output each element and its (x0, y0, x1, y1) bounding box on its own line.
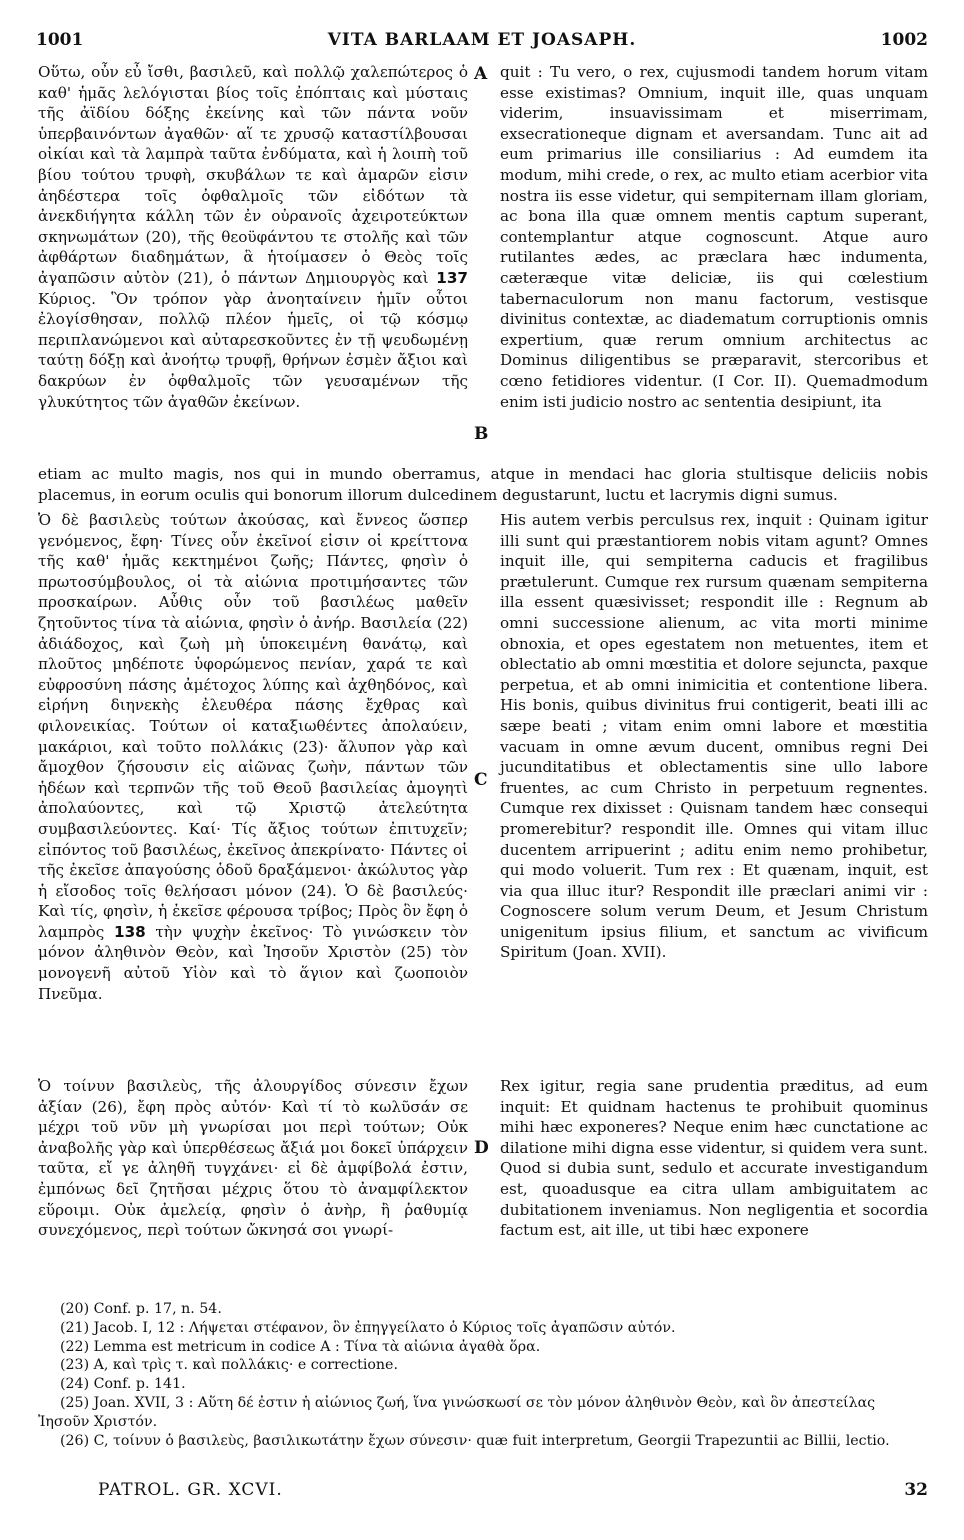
page-footer (98, 1480, 928, 1506)
column-marker-a: A (474, 64, 488, 84)
footnote: (21) Jacob. I, 12 : Λήψεται στέφανον, ὃν ἐπηγγείλατο ὁ Κύριος τοῖς ἀγαπῶσιν αὐτόν. (60, 1319, 676, 1336)
latin-column-section-2 (500, 510, 928, 963)
old-page-number: 137 (436, 268, 468, 287)
greek-text: τὴν ψυχὴν ἐκεῖνος· Τὸ γινώσκειν τὸν μόνον ἀληθινὸν Θεὸν, καὶ Ἰησοῦν Χριστὸν (25) τὸν μονογενῆ αὐτοῦ Υἱὸν καὶ τὸ ἅγιον καὶ ζωοποιὸν Πνεῦμα. (38, 922, 469, 1003)
latin-column-section-1 (500, 62, 928, 412)
full-width-latin-line: etiam ac multo magis, nos qui in mundo oberramus, atque in mendaci hac gloria stultisque deliciis nobis placemus, in eorum oculis qui bonorum illorum dulcedinem degustarunt, luctu et lacrymis digni sumus. (38, 465, 928, 504)
footnote: (26) C, τοίνυν ὁ βασιλεὺς, βασιλικωτάτην ἔχων σύνεσιν· quæ fuit interpretum, Georgii Trapezuntii ac Billii, lectio. (60, 1432, 890, 1449)
column-marker-b: B (474, 424, 489, 444)
latin-paragraph: His autem verbis perculsus rex, inquit : Quinam igitur illi sunt qui præstantiorem nobis vitam agunt? Omnes inquit ille, qui sempiterna caducis et fragilibus prætulerunt. Cumque rex rursum quænam sempiterna illa essent quæsivisset; respondit ille : Regnum ab omni successione alienum, ac vita morti minime obnoxia, et opes egestatem non metuentes, item et oblectatio ab omni mœstitia et dolore sejuncta, paxque perpetua, et ab omni inimicitia et contentione libera. His bonis, quibus divinitus frui contigerit, beati illi ac sæpe beati ; vitam enim omni labore et mœstitia vacuam in omne ævum ducent, omnibus regni Dei jucunditatibus et oblectamentis sine ullo labore fruentes, ac cum Christo in perpetuum regnentes. Cumque rex dixisset : Quisnam tandem hæc consequi promerebitur? respondit ille. Omnes qui vitam illuc ducentem arripuerint ; aditu enim nemo prohibetur, qui modo voluerit. Tum rex : Et quænam, inquit, est via qua illuc itur? Respondit ille præclari animi vir : Cognoscere solum verum Deum, et Jesum Christum unigenitum ipsius filium, et sanctum ac vivificum Spiritum (Joan. XVII). (500, 511, 928, 962)
latin-column-section-3 (500, 1076, 928, 1241)
gathering-number: 32 (904, 1480, 928, 1500)
latin-paragraph: quit : Tu vero, o rex, cujusmodi tandem horum vitam esse existimas? Omnium, inquit ille, quas unquam viderim, insuavissimam et miserrimam, exsecrationeque dignam et aversandam. Tunc ait ad eum primarius ille consiliarius : Ad eumdem ita modum, mihi crede, o rex, ac multo etiam acerbior vita nostra iis esse videtur, qui sempiternam illam gloriam, ac bona illa quæ omnem mentis captum superant, contemplantur atque cognoscunt. Atque auro rutilantes ædes, ac præclara hæc indumenta, cæteræque vitæ deliciæ, iis qui cœlestium tabernaculorum non manu factorum, vestisque divinitus contextæ, ac diadematum corruptionis omnis expertium, quæ rerum omnium architectus ac Dominus diligentibus se præparavit, stercoribus et cœno fetidiores videntur. (I Cor. II). Quemadmodum enim isti judicio nostro ac sententia desipiunt, ita (500, 63, 928, 411)
greek-text: Οὕτω, οὖν εὖ ἴσθι, βασιλεῦ, καὶ πολλῷ χαλεπώτερος ὁ καθ' ἡμᾶς λελόγισται βίος τοῖς ἐπόπταις καὶ μύσταις τῆς ἀϊδίου δόξης ἐκείνης καὶ τῶν πάντα νοῦν ὑπερβαινόντων ἀγαθῶν· αἵ τε χρυσῷ καταστίλβουσαι οἰκίαι καὶ τὰ λαμπρὰ ταῦτα ἐνδύματα, καὶ ἡ λοιπὴ τοῦ βίου τούτου τρυφὴ, σκυβάλων τε καὶ ἀμαρῶν εἰσιν ἀηδέστερα τοῖς ὀφθαλμοῖς τῶν εἰδότων τὰ ἀνεκδιήγητα κάλλη τῶν ἐν οὐρανοῖς ἀχειροτεύκτων σκηνωμάτων (20), τῆς θεοϋφάντου τε στολῆς καὶ τῶν ἀφθάρτων διαδημάτων, ἃ ἡτοίμασεν ὁ Θεὸς τοῖς ἀγαπῶσιν αὐτὸν (21), ὁ πάντων Δημιουργὸς καὶ (38, 63, 468, 287)
old-page-number: 138 (114, 922, 146, 941)
footnote: (22) Lemma est metricum in codice A : Τίνα τὰ αἰώνια ἀγαθὰ ὅρα. (60, 1338, 541, 1355)
column-marker-c: C (474, 770, 488, 790)
column-marker-d: D (474, 1138, 489, 1158)
footnote: (25) Joan. XVII, 3 : Αὕτη δέ ἐστιν ἡ αἰώνιος ζωή, ἵνα γινώσκωσί σε τὸν μόνον ἀληθινὸν Θεὸν, καὶ ὃν ἀπεστείλας Ἰησοῦν Χριστόν. (38, 1394, 876, 1430)
greek-paragraph: Ὁ τοίνυν βασιλεὺς, τῆς ἀλουργίδος σύνεσιν ἔχων ἀξίαν (26), ἔφη πρὸς αὐτόν· Καὶ τί τὸ κωλῦσάν σε μέχρι τοῦ νῦν μὴ γνωρίσαι μοι περὶ τούτων; Οὐκ ἀναβολῆς γὰρ καὶ ὑπερθέσεως ἄξιά μοι δοκεῖ ὑπάρχειν ταῦτα, εἴ γε ἀληθῆ τυγχάνει· εἰ δὲ ἀμφίβολά ἐστιν, ἐμπόνως δεῖ ζητῆσαι μέχρις ὅτου τὸ ἀναμφίλεκτον εὕροιμι. Οὐκ ἀμελείᾳ, φησὶν ὁ ἀνὴρ, ἢ ῥαθυμίᾳ συνεχόμενος, περὶ τούτων ὤκνησά σοι γνωρί- (38, 1077, 468, 1240)
running-header (36, 30, 928, 56)
series-signature: PATROL. GR. XCVI. (98, 1480, 283, 1500)
footnote: (23) A, καὶ τρὶς τ. καὶ πολλάκις· e correctione. (60, 1357, 398, 1374)
greek-text: Κύριος. Ὃν τρόπον γὰρ ἀνοηταίνειν ἡμῖν οὗτοι ἐλογίσθησαν, πολλῷ πλέον ἡμεῖς, οἱ τῷ κόσμῳ περιπλανώμενοι καὶ αὐταρεσκοῦντες ἐν τῇ ψευδωμένῃ ταύτῃ δόξῃ καὶ ἀνοήτῳ τρυφῇ, θρήνων ἐσμὲν ἄξιοι καὶ δακρύων ἐν ὀφθαλμοῖς τῶν γευσαμένων τῆς γλυκύτητος τῶν ἀγαθῶν ἐκείνων. (38, 289, 468, 411)
greek-column-section-2 (38, 510, 468, 1004)
page-number-left: 1001 (36, 30, 84, 50)
greek-paragraph (38, 510, 468, 1004)
footnote: (20) Conf. p. 17, n. 54. (60, 1301, 222, 1317)
greek-paragraph (38, 62, 468, 412)
greek-text: Ὁ δὲ βασιλεὺς τούτων ἀκούσας, καὶ ἔννεος ὥσπερ γενόμενος, ἔφη· Τίνες οὖν ἐκεῖνοί εἰσιν οἱ κρείττονα τῆς καθ' ἡμᾶς κεκτημένοι ζωῆς; Πάντες, φησὶν ὁ πρωτοσύμβουλος, οἱ τὰ αἰώνια προτιμήσαντες τῶν προσκαίρων. Αὖθις οὖν τοῦ βασιλέως μαθεῖν ζητοῦντος τίνα τὰ αἰώνια, φησὶν ὁ ἀνήρ. Βασιλεία (22) ἀδιάδοχος, καὶ ζωὴ μὴ ὑποκειμένη θανάτῳ, καὶ πλοῦτος μηδέποτε ὑφορώμενος πενίαν, χαρά τε καὶ εὐφροσύνη πάσης ἀμέτοχος λύπης καὶ ἀχθηδόνος, καὶ εἰρήνη διηνεκὴς ἐλευθέρα πάσης ἔχθρας καὶ φιλονεικίας. Τούτων οἱ καταξιωθέντες ἀπολαύειν, μακάριοι, καὶ τοῦτο πολλάκις (23)· ἄλυπον γὰρ καὶ ἄμοχθον ζήσουσιν εἰς αἰῶνας ζωὴν, πάντων τῶν ἡδέων καὶ τερπνῶν τῆς τοῦ Θεοῦ βασιλείας ἀμογητὶ ἀπολαύοντες, καὶ τῷ Χριστῷ ἀτελεύτητα συμβασιλεύοντες. Καί· Τίς ἄξιος τούτων ἐπιτυχεῖν; εἰπόντος τοῦ βασιλέως, ἐκεῖνος ἀπεκρίνατο· Πάντες οἱ τῆς ἐκεῖσε ἀπαγούσης ὁδοῦ δραξάμενοι· ἀκώλυτος γὰρ ἡ εἴσοδος τοῖς θελήσασι μόνον (24). Ὁ δὲ βασιλεύς· Καὶ τίς, φησὶν, ἡ ἐκεῖσε φέρουσα τρίβος; Πρὸς ὃν ἔφη ὁ λαμπρὸς (38, 511, 468, 941)
footnotes (38, 1300, 930, 1450)
greek-column-section-1 (38, 62, 468, 412)
greek-column-section-3 (38, 1076, 468, 1241)
running-title: VITA BARLAAM ET JOASAPH. (327, 30, 637, 50)
footnote: (24) Conf. p. 141. (60, 1376, 186, 1393)
latin-paragraph: Rex igitur, regia sane prudentia præditus, ad eum inquit: Et quidnam hactenus te prohibuit quominus mihi hæc exponeres? Neque enim hæc cunctatione ac dilatione mihi digna esse videntur, si quidem vera sunt. Quod si dubia sunt, sedulo et accurate investigandum est, quoadusque ea citra ullam ambiguitatem ac dubitationem inveniamus. Non negligentia et socordia factum est, ait ille, ut tibi hæc exponere (500, 1077, 928, 1240)
page-number-right: 1002 (880, 30, 928, 50)
